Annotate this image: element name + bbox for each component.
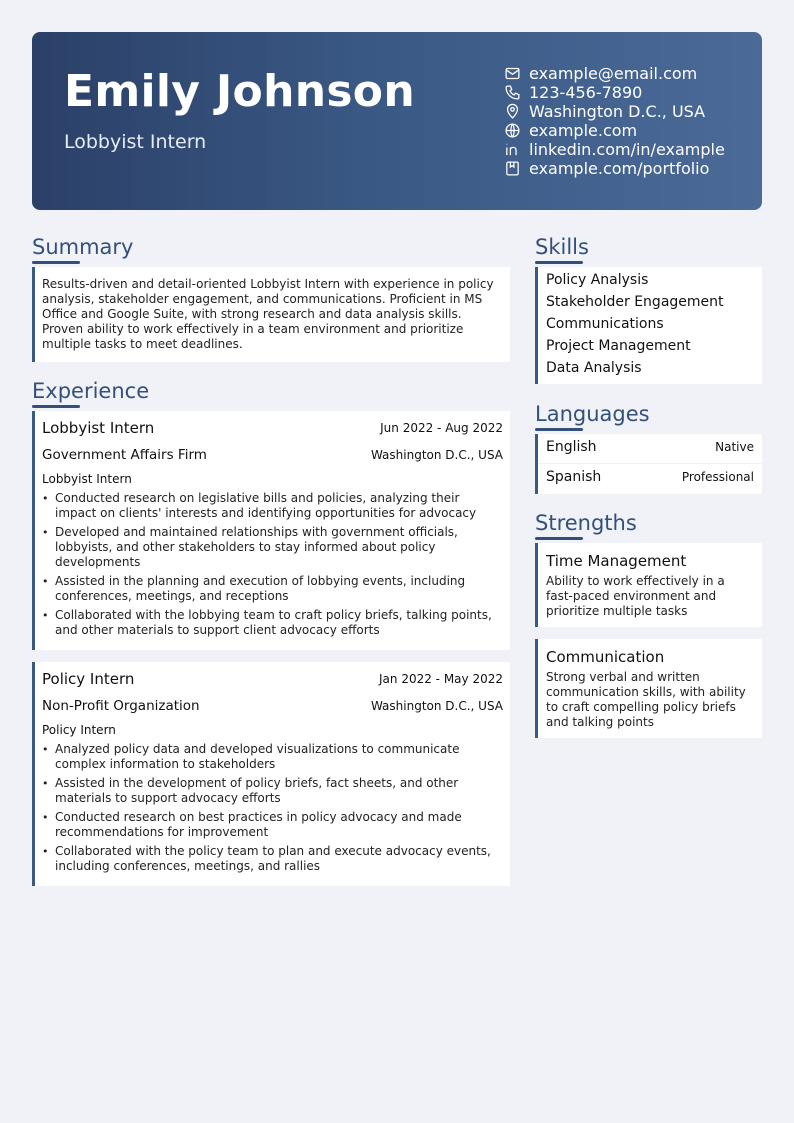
job-bullets bbox=[42, 491, 502, 642]
job-bullet: • Assisted in the planning and execution of lobbying events, including conferences, meetings, and receptions bbox=[42, 574, 502, 604]
strength-card bbox=[535, 639, 762, 738]
divider bbox=[538, 463, 762, 464]
languages-heading: Languages bbox=[535, 402, 650, 426]
skill-item: Communications bbox=[546, 316, 664, 332]
language-row bbox=[546, 469, 754, 485]
strength-title: Time Management bbox=[546, 552, 687, 570]
job-bullet: • Analyzed policy data and developed visualizations to communicate complex information to stakeholders bbox=[42, 742, 502, 772]
language-level: Native bbox=[715, 440, 754, 454]
job-title: Policy Intern bbox=[42, 670, 135, 688]
job-subtitle: Policy Intern bbox=[42, 723, 116, 737]
strengths-heading: Strengths bbox=[535, 511, 637, 535]
summary-heading: Summary bbox=[32, 235, 134, 259]
skills-heading: Skills bbox=[535, 235, 589, 259]
language-row bbox=[546, 439, 754, 455]
contact-email[interactable] bbox=[504, 64, 725, 83]
strength-description: Ability to work effectively in a fast-paced environment and prioritize multiple tasks bbox=[546, 574, 725, 618]
contact-location bbox=[504, 102, 725, 121]
job-bullets bbox=[42, 742, 502, 878]
portfolio-icon bbox=[504, 160, 521, 177]
skill-item: Policy Analysis bbox=[546, 272, 649, 288]
skills-underline bbox=[535, 261, 583, 264]
summary-underline bbox=[32, 261, 80, 264]
strength-card bbox=[535, 543, 762, 627]
job-location: Washington D.C., USA bbox=[370, 448, 503, 462]
job-card bbox=[32, 411, 510, 650]
contact-phone[interactable] bbox=[504, 83, 725, 102]
languages-underline bbox=[535, 428, 583, 431]
job-bullet: • Assisted in the development of policy briefs, fact sheets, and other materials to support advocacy efforts bbox=[42, 776, 502, 806]
job-bullet: • Conducted research on best practices in policy advocacy and made recommendations for improvement bbox=[42, 810, 502, 840]
job-bullet: • Developed and maintained relationships with government officials, lobbyists, and other stakeholders to stay informed about policy developments bbox=[42, 525, 502, 570]
job-organization: Non-Profit Organization bbox=[42, 698, 200, 714]
mail-icon bbox=[504, 65, 521, 82]
experience-underline bbox=[32, 405, 80, 408]
contact-text: example.com/portfolio bbox=[529, 159, 710, 178]
phone-icon bbox=[504, 84, 521, 101]
language-name: English bbox=[546, 439, 597, 455]
skill-item: Data Analysis bbox=[546, 360, 642, 376]
location-icon bbox=[504, 103, 521, 120]
candidate-role: Lobbyist Intern bbox=[64, 131, 207, 153]
job-dates: Jun 2022 - Aug 2022 bbox=[380, 421, 503, 435]
skill-item: Stakeholder Engagement bbox=[546, 294, 724, 310]
contact-list bbox=[504, 64, 725, 178]
skill-item: Project Management bbox=[546, 338, 691, 354]
skills-card bbox=[535, 267, 762, 384]
job-location: Washington D.C., USA bbox=[370, 699, 503, 713]
job-bullet: • Collaborated with the policy team to plan and execute advocacy events, including conferences, meetings, and rallies bbox=[42, 844, 502, 874]
language-level: Professional bbox=[681, 470, 754, 484]
job-subtitle: Lobbyist Intern bbox=[42, 472, 132, 486]
contact-text: example@email.com bbox=[529, 64, 698, 83]
globe-icon bbox=[504, 122, 521, 139]
contact-website[interactable] bbox=[504, 121, 725, 140]
strength-title: Communication bbox=[546, 648, 665, 666]
contact-text: Washington D.C., USA bbox=[529, 102, 706, 121]
contact-text: 123-456-7890 bbox=[529, 83, 643, 102]
contact-portfolio[interactable] bbox=[504, 159, 725, 178]
contact-linkedin[interactable] bbox=[504, 140, 725, 159]
job-title: Lobbyist Intern bbox=[42, 419, 155, 437]
experience-heading: Experience bbox=[32, 379, 150, 403]
job-dates: Jan 2022 - May 2022 bbox=[379, 672, 503, 686]
languages-card bbox=[535, 434, 762, 494]
summary-text: Results-driven and detail-oriented Lobbyist Intern with experience in policy analysis, stakeholder engagement, and communications. Proficient in MS Office and Google Suite, with strong research and data analysis skills. Proven ability to work effectively in a team environment and prioritize multiple tasks to meet deadlines. bbox=[42, 277, 494, 351]
contact-text: example.com bbox=[529, 121, 638, 140]
strength-description: Strong verbal and written communication skills, with ability to craft compelling policy briefs and talking points bbox=[546, 670, 746, 729]
language-name: Spanish bbox=[546, 469, 602, 485]
job-card bbox=[32, 662, 510, 886]
candidate-name: Emily Johnson bbox=[64, 66, 415, 117]
job-organization: Government Affairs Firm bbox=[42, 447, 207, 463]
resume-header bbox=[32, 32, 762, 210]
summary-card bbox=[32, 267, 510, 362]
strengths-underline bbox=[535, 537, 583, 540]
linkedin-icon bbox=[504, 141, 521, 158]
job-bullet: • Conducted research on legislative bills and policies, analyzing their impact on clients' interests and identifying opportunities for advocacy bbox=[42, 491, 502, 521]
contact-text: linkedin.com/in/example bbox=[529, 140, 725, 159]
job-bullet: • Collaborated with the lobbying team to craft policy briefs, talking points, and other materials to support client advocacy efforts bbox=[42, 608, 502, 638]
